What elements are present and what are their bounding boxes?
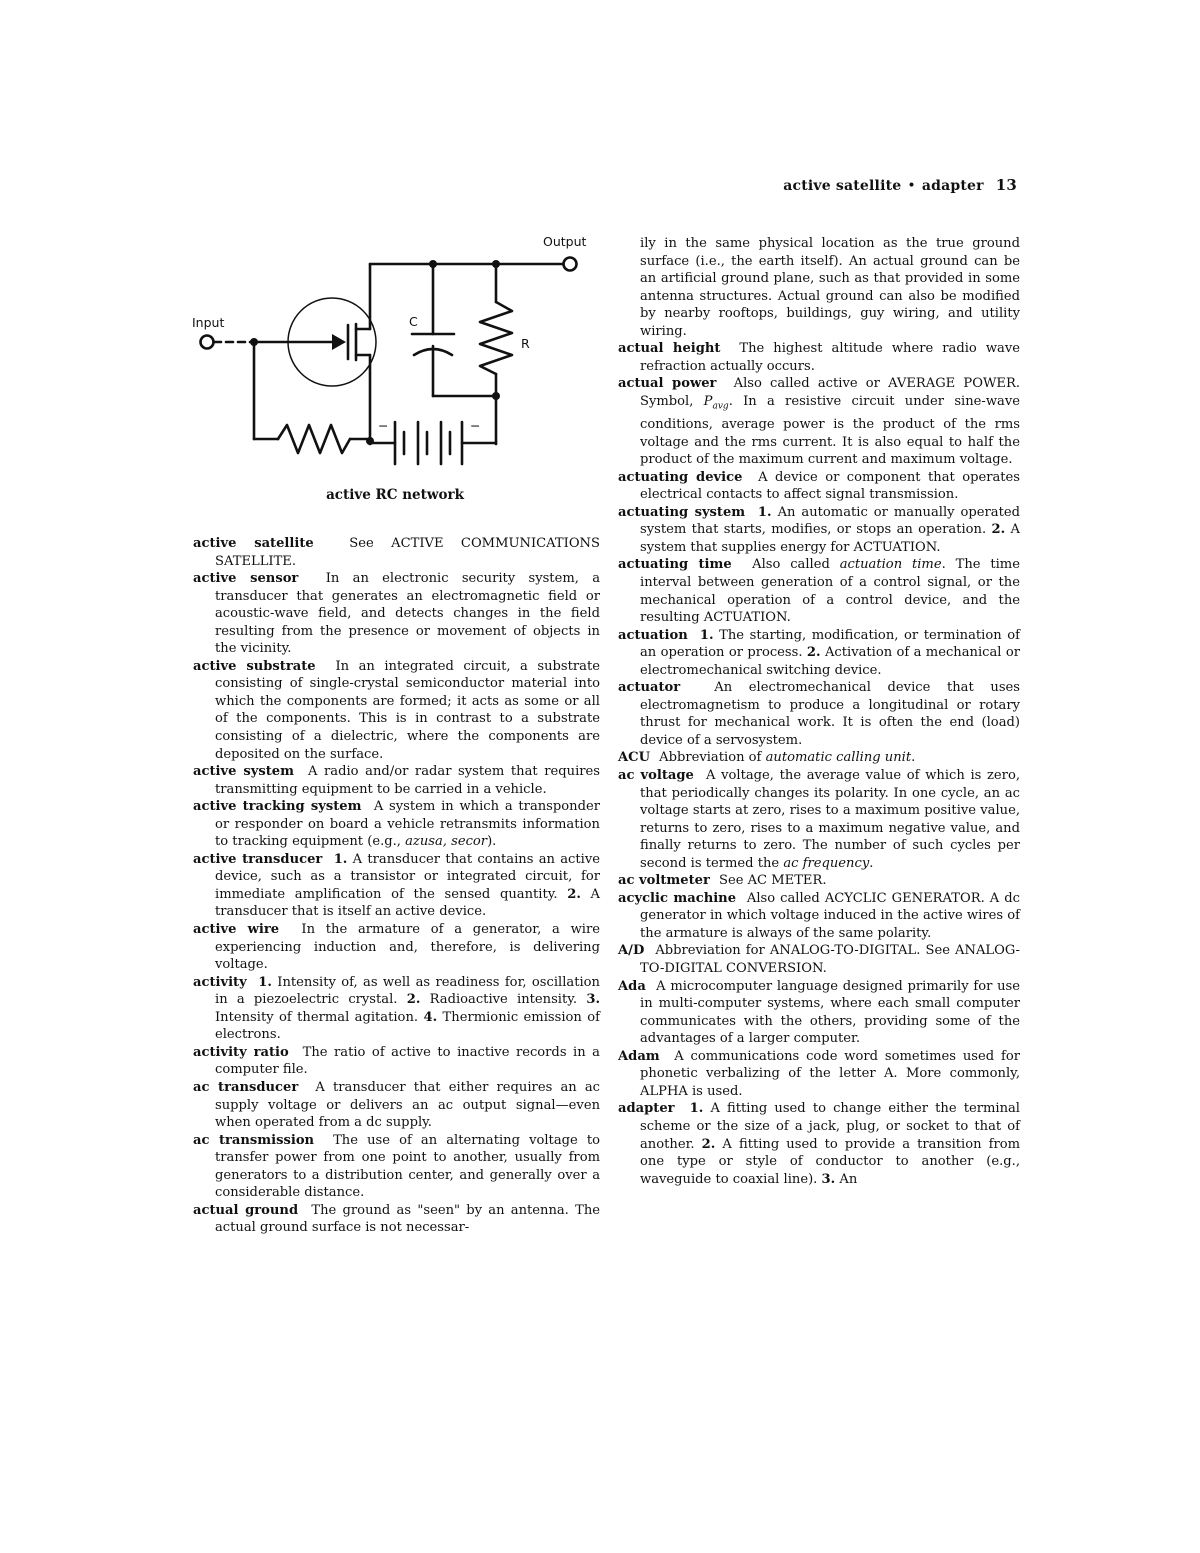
definition: A fitting used to change either the terminal scheme or the size of a jack, plug, or socket to that of another. <box>640 1101 1020 1152</box>
entry <box>618 978 1020 1048</box>
definition: Radioactive intensity. <box>429 992 578 1008</box>
headword: active wire <box>193 922 280 938</box>
entry <box>618 942 1020 977</box>
running-head-separator: • <box>907 178 916 194</box>
headword: A/D <box>618 943 645 959</box>
entry <box>618 767 1020 872</box>
definition: An electromechanical device that uses electromagnetism to produce a longitudinal or rotary thrust for mechanical work. It is often the end (load) device of a servosystem. <box>640 680 1021 748</box>
running-head <box>783 176 1017 194</box>
italic-term: actuation time <box>839 557 942 573</box>
entry <box>193 1132 600 1202</box>
entry <box>618 1100 1020 1188</box>
definition: . <box>911 750 916 766</box>
sense-number: 1. <box>689 1101 704 1117</box>
entry <box>193 763 600 798</box>
headword: actual height <box>618 341 721 357</box>
entry <box>193 1079 600 1132</box>
definition: A voltage, the average value of which is zero, that periodically changes its polarity. In one cycle, an ac voltage starts at zero, rises to a maximum positive value, returns to zero, rises to a maximum negative value, and finally returns to zero. The number of such cycles per second is termed the <box>640 768 1020 871</box>
battery-minus-right: − <box>470 418 481 433</box>
definition: A system in which a transponder or responder on board a vehicle retransmits information to tracking equipment (e.g., <box>215 799 600 850</box>
symbol: P <box>703 393 713 409</box>
headword: activity ratio <box>193 1044 289 1060</box>
symbol-subscript: avg <box>712 401 729 412</box>
capacitor-label: C <box>409 314 418 329</box>
definition: An automatic or manually operated system that starts, modifies, or stops an operation. <box>640 504 1020 538</box>
headword: Ada <box>618 978 646 994</box>
right-column <box>618 235 1020 1188</box>
headword: Adam <box>618 1048 660 1064</box>
entry <box>618 679 1020 749</box>
entry <box>193 570 600 658</box>
sense-number: 1. <box>757 504 772 520</box>
definition: An <box>839 1171 858 1187</box>
circuit-schematic <box>190 228 600 488</box>
entry <box>618 504 1020 557</box>
sense-number: 1. <box>699 627 714 643</box>
sense-number: 1. <box>258 974 272 990</box>
entry <box>193 974 600 1044</box>
sense-number: 2. <box>701 1136 716 1152</box>
definition: The use of an alternating voltage to transfer power from one point to another, usually from generators to a distribution center, and generally over a considerable distance. <box>215 1132 600 1201</box>
headword: actuator <box>618 680 681 696</box>
battery-minus-left: − <box>378 418 389 433</box>
headword: actuating system <box>618 504 746 520</box>
output-label: Output <box>543 234 587 249</box>
definition: Abbreviation of <box>659 750 762 766</box>
definition: . In a resistive circuit under sine-wave conditions, average power is the product of the rms voltage and the rms current. It is also equal to half the product of the maximum current and maximum voltage. <box>640 393 1020 468</box>
headword: ac voltmeter <box>618 873 710 889</box>
italic-term: azusa, secor <box>405 834 488 850</box>
italic-term: automatic calling unit <box>765 750 912 766</box>
definition: ily in the same physical location as the true ground surface (i.e., the earth itself). An actual ground can be an artificial ground plane, such as that provided in some antenna structures. Actual ground can also be modified by nearby rooftops, buildings, guy wiring, and utility wiring. <box>640 236 1020 339</box>
definition: A radio and/or radar system that requires transmitting equipment to be carried in a vehicle. <box>215 764 601 797</box>
definition: A transducer that contains an active device, such as a transistor or integrated circuit, for immediate amplification of the sensed quantity. <box>215 851 600 902</box>
definition: The ground as "seen" by an antenna. The actual ground surface is not necessar- <box>215 1202 600 1236</box>
entry <box>618 375 1020 468</box>
sense-number: 3. <box>586 992 600 1008</box>
headword: actual ground <box>193 1202 299 1218</box>
definition: Abbreviation for ANALOG-TO-DIGITAL. See ANALOG-TO-DIGITAL CONVERSION. <box>640 943 1020 977</box>
entry <box>618 1048 1020 1101</box>
entry <box>193 1044 600 1079</box>
definition: Also called ACYCLIC GENERATOR. A dc generator in which voltage induced in the active wires of the armature is always of the same polarity. <box>640 890 1020 941</box>
output-terminal <box>564 258 577 271</box>
entry <box>193 658 600 763</box>
headword: active tracking system <box>193 799 362 815</box>
page-number: 13 <box>995 176 1017 194</box>
headword: actuating time <box>618 557 732 573</box>
circuit-figure <box>190 228 600 518</box>
definition: The highest altitude where radio wave refraction actually occurs. <box>640 341 1020 374</box>
definition: The ratio of active to inactive records in a computer file. <box>215 1044 600 1078</box>
sense-number: 3. <box>821 1171 836 1187</box>
running-head-first-term: active satellite <box>783 178 902 194</box>
input-label: Input <box>192 315 225 330</box>
definition: See ACTIVE COMMUNICATIONS SATELLITE. <box>215 536 600 569</box>
running-head-last-term: adapter <box>921 178 984 194</box>
entry <box>193 921 600 974</box>
resistor-node <box>492 392 500 400</box>
headword: actual power <box>618 376 717 392</box>
definition: . The time interval between generation of a control signal, or the mechanical operation of a control device, and the resulting ACTUATION. <box>640 557 1020 626</box>
headword: actuation <box>618 627 688 643</box>
entry <box>618 627 1020 680</box>
italic-term: ac frequency <box>783 855 870 871</box>
sense-number: 2. <box>806 645 821 661</box>
entry <box>618 749 1020 767</box>
sense-number: 2. <box>567 886 581 902</box>
headword: ac transducer <box>193 1079 299 1095</box>
headword: activity <box>193 974 247 990</box>
gate-arrow <box>332 334 346 350</box>
left-column <box>193 535 600 1237</box>
entry <box>193 1202 600 1237</box>
feedback-resistor <box>278 425 350 453</box>
headword: active transducer <box>193 851 323 867</box>
definition: See AC METER. <box>718 873 827 889</box>
sense-number: 2. <box>991 522 1006 538</box>
headword: actuating device <box>618 469 743 485</box>
entry <box>193 535 600 570</box>
headword: adapter <box>618 1101 675 1117</box>
entry <box>618 340 1020 375</box>
definition-end: ). <box>487 834 497 850</box>
definition: A transducer that is itself an active device. <box>215 886 600 920</box>
entry <box>618 469 1020 504</box>
definition: In an electronic security system, a transducer that generates an electromagnetic field or acoustic-wave field, and detects changes in the field resulting from the presence or movement of objects in the vicinity. <box>215 571 601 657</box>
entry <box>618 872 1020 890</box>
sense-number: 2. <box>406 992 421 1008</box>
headword: ACU <box>618 750 650 766</box>
resistor-r <box>480 302 512 374</box>
definition: In an integrated circuit, a substrate consisting of single-crystal semiconductor material into which the components are formed; it acts as some or all of the components. This is in contrast to a substrate consisting of a dielectric, where the components are deposited on the surface. <box>215 658 600 762</box>
definition: The starting, modification, or termination of an operation or process. <box>640 627 1020 661</box>
headword: active sensor <box>193 571 299 587</box>
definition: Activation of a mechanical or electromechanical switching device. <box>640 645 1020 678</box>
resistor-label: R <box>521 336 530 351</box>
definition: Thermionic emission of electrons. <box>215 1009 600 1043</box>
entry <box>193 851 600 921</box>
headword: active system <box>193 764 294 780</box>
definition: . <box>869 855 874 871</box>
definition: In the armature of a generator, a wire experiencing induction and, therefore, is delivering voltage. <box>215 922 601 973</box>
headword: ac voltage <box>618 768 694 784</box>
sense-number: 4. <box>423 1009 438 1025</box>
definition: A microcomputer language designed primarily for use in multi-computer systems, where each small computer communicates with the others, providing some of the advantages of a larger computer. <box>640 978 1020 1047</box>
entry <box>618 890 1020 943</box>
definition: Also called <box>752 557 830 573</box>
headword: active satellite <box>193 536 314 551</box>
figure-caption: active RC network <box>326 487 464 503</box>
entry <box>193 798 600 851</box>
definition: A communications code word sometimes used for phonetic verbalizing of the letter A. More commonly, ALPHA is used. <box>640 1048 1021 1099</box>
entry-continuation <box>618 235 1020 340</box>
input-terminal <box>201 336 214 349</box>
headword: ac transmission <box>193 1132 315 1148</box>
definition: A fitting used to provide a transition from one type or style of conductor to another (e.g., waveguide to coaxial line). <box>640 1136 1021 1187</box>
definition: Intensity of thermal agitation. <box>215 1009 419 1025</box>
entry <box>618 556 1020 626</box>
definition: Intensity of, as well as readiness for, oscillation in a piezoelectric crystal. <box>215 974 600 1008</box>
definition: A transducer that either requires an ac supply voltage or delivers an ac output signal—even when operated from a dc supply. <box>215 1079 601 1131</box>
headword: active substrate <box>193 658 316 674</box>
definition: Also called active or AVERAGE POWER. Symbol, <box>640 376 1020 409</box>
sense-number: 1. <box>333 851 348 867</box>
definition: A system that supplies energy for ACTUATION. <box>640 522 1020 555</box>
headword: acyclic machine <box>618 890 737 906</box>
definition: A device or component that operates electrical contacts to affect signal transmission. <box>640 469 1021 503</box>
